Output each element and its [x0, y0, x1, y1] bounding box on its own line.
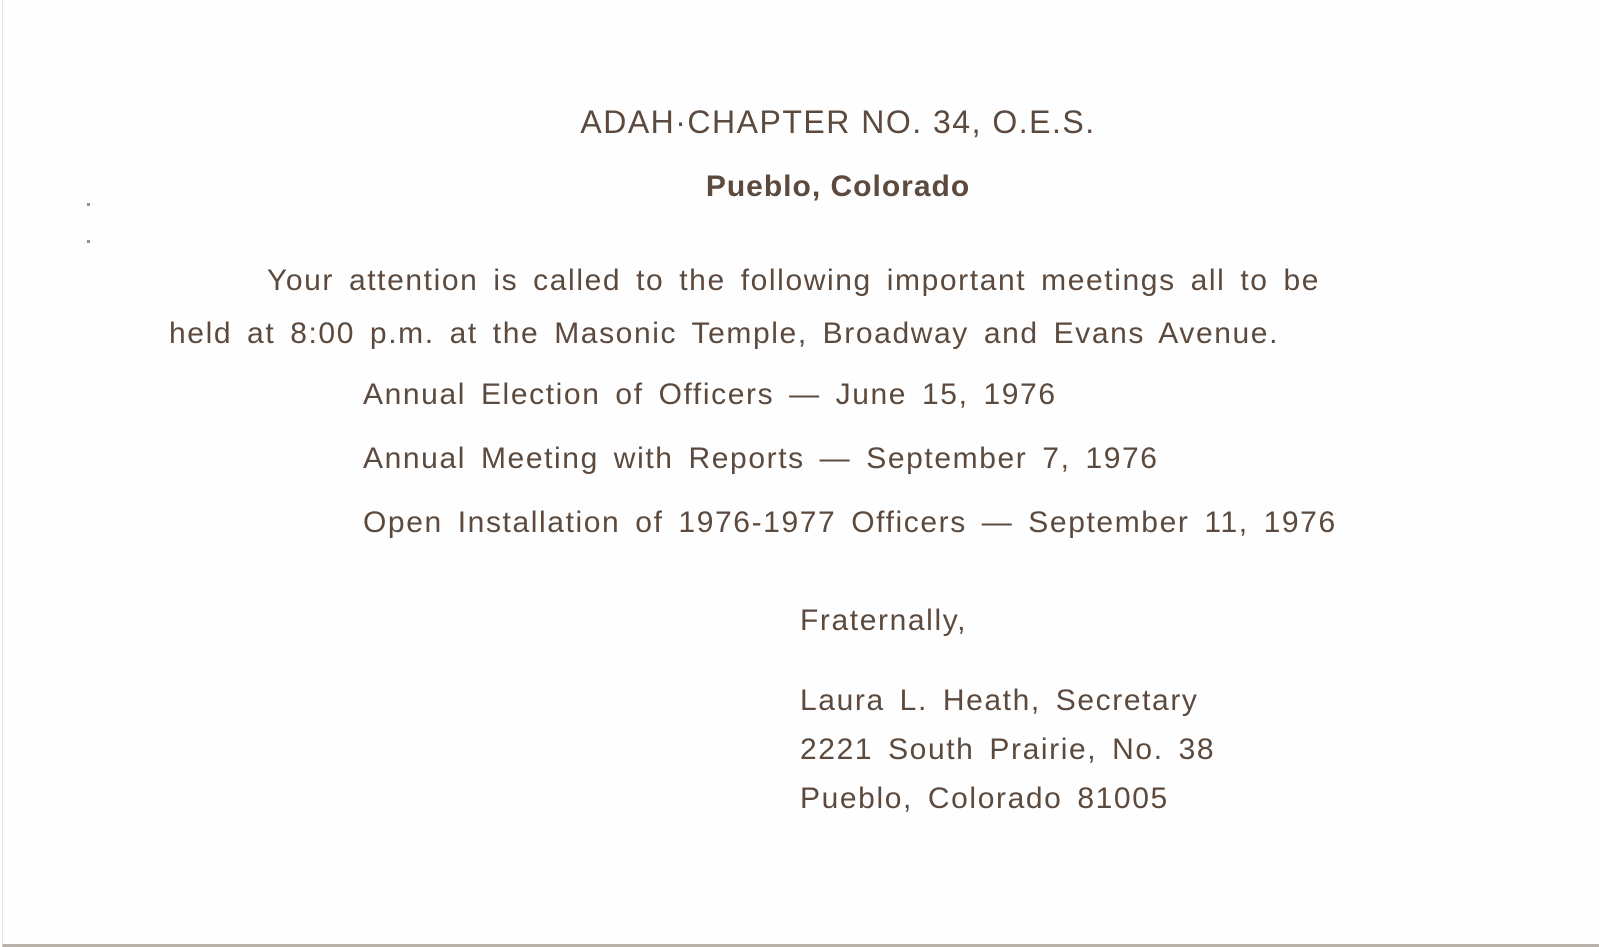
chapter-title: ADAH·CHAPTER NO. 34, O.E.S.: [580, 104, 1096, 140]
meeting-item: Annual Meeting with Reports — September 7, 1976: [363, 442, 1159, 475]
closing: Fraternally,: [800, 604, 968, 637]
signature-address-1: 2221 South Prairie, No. 38: [800, 733, 1216, 766]
signature-address-2: Pueblo, Colorado 81005: [800, 782, 1169, 815]
postcard: [2, 0, 1599, 947]
signature-name: Laura L. Heath, Secretary: [800, 684, 1199, 717]
meeting-item: Open Installation of 1976-1977 Officers — September 11, 1976: [363, 506, 1337, 539]
meeting-item: Annual Election of Officers — June 15, 1976: [363, 378, 1057, 411]
chapter-location: Pueblo, Colorado: [705, 170, 971, 203]
intro-line-2: held at 8:00 p.m. at the Masonic Temple, Broadway and Evans Avenue.: [169, 317, 1280, 350]
print-speck: [87, 240, 90, 243]
intro-line-1: Your attention is called to the following important meetings all to be: [267, 264, 1321, 297]
